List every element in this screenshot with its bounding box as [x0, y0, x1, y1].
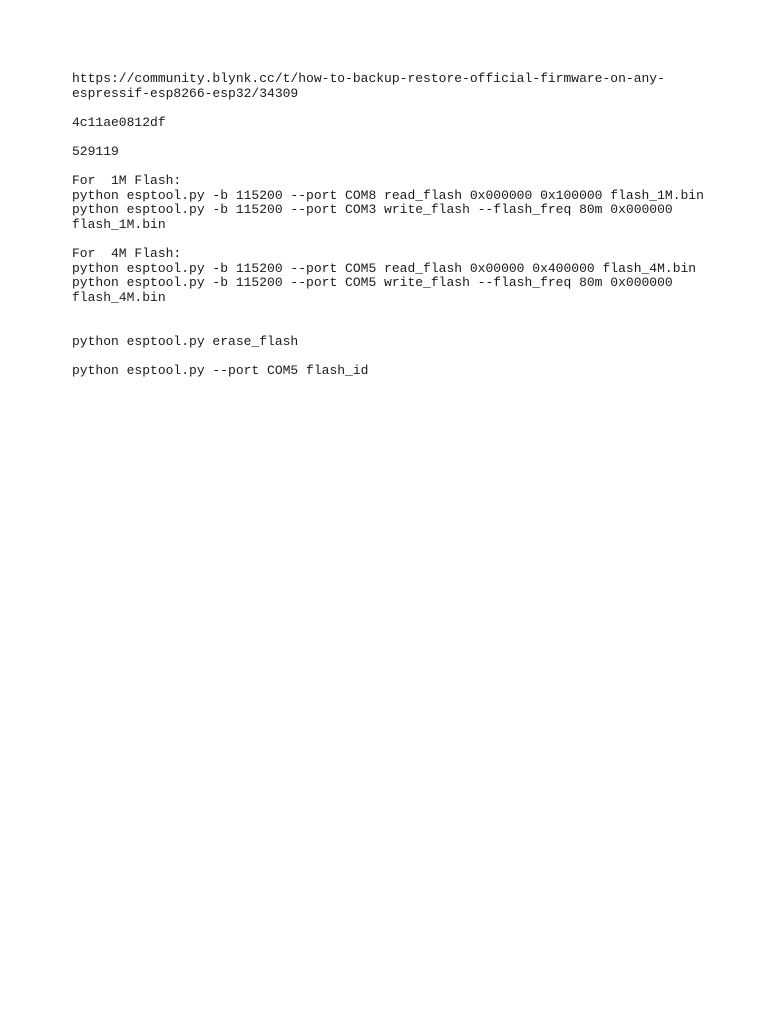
id-code: 4c11ae0812df: [72, 114, 166, 130]
document-page: [72, 71, 704, 378]
flash-1m-write-command-line-2: flash_1M.bin: [72, 216, 166, 232]
url-line-2: espressif-esp8266-esp32/34309: [72, 85, 299, 101]
flash-1m-heading: For 1M Flash:: [72, 173, 182, 189]
number-value: 529119: [72, 143, 119, 159]
flash-1m-section: [72, 173, 704, 232]
flash-1m-read-command: python esptool.py -b 115200 --port COM8 read_flash 0x000000 0x100000 flash_1M.bin: [72, 187, 704, 203]
url-line-1: https://community.blynk.cc/t/how-to-backup-restore-official-firmware-on-any-: [72, 71, 665, 86]
erase-flash-command: python esptool.py erase_flash: [72, 333, 299, 349]
url-block: [72, 72, 696, 101]
flash-1m-write-command-line-1: python esptool.py -b 115200 --port COM3 write_flash --flash_freq 80m 0x000000: [72, 202, 673, 218]
flash-4m-section: [72, 247, 696, 305]
flash-4m-write-command-line-1: python esptool.py -b 115200 --port COM5 write_flash --flash_freq 80m 0x000000: [72, 275, 673, 291]
flash-id-command: python esptool.py --port COM5 flash_id: [72, 362, 369, 378]
flash-4m-write-command-line-2: flash_4M.bin: [72, 289, 166, 305]
flash-4m-heading: For 4M Flash:: [72, 246, 182, 262]
flash-4m-read-command: python esptool.py -b 115200 --port COM5 read_flash 0x00000 0x400000 flash_4M.bin: [72, 260, 697, 276]
